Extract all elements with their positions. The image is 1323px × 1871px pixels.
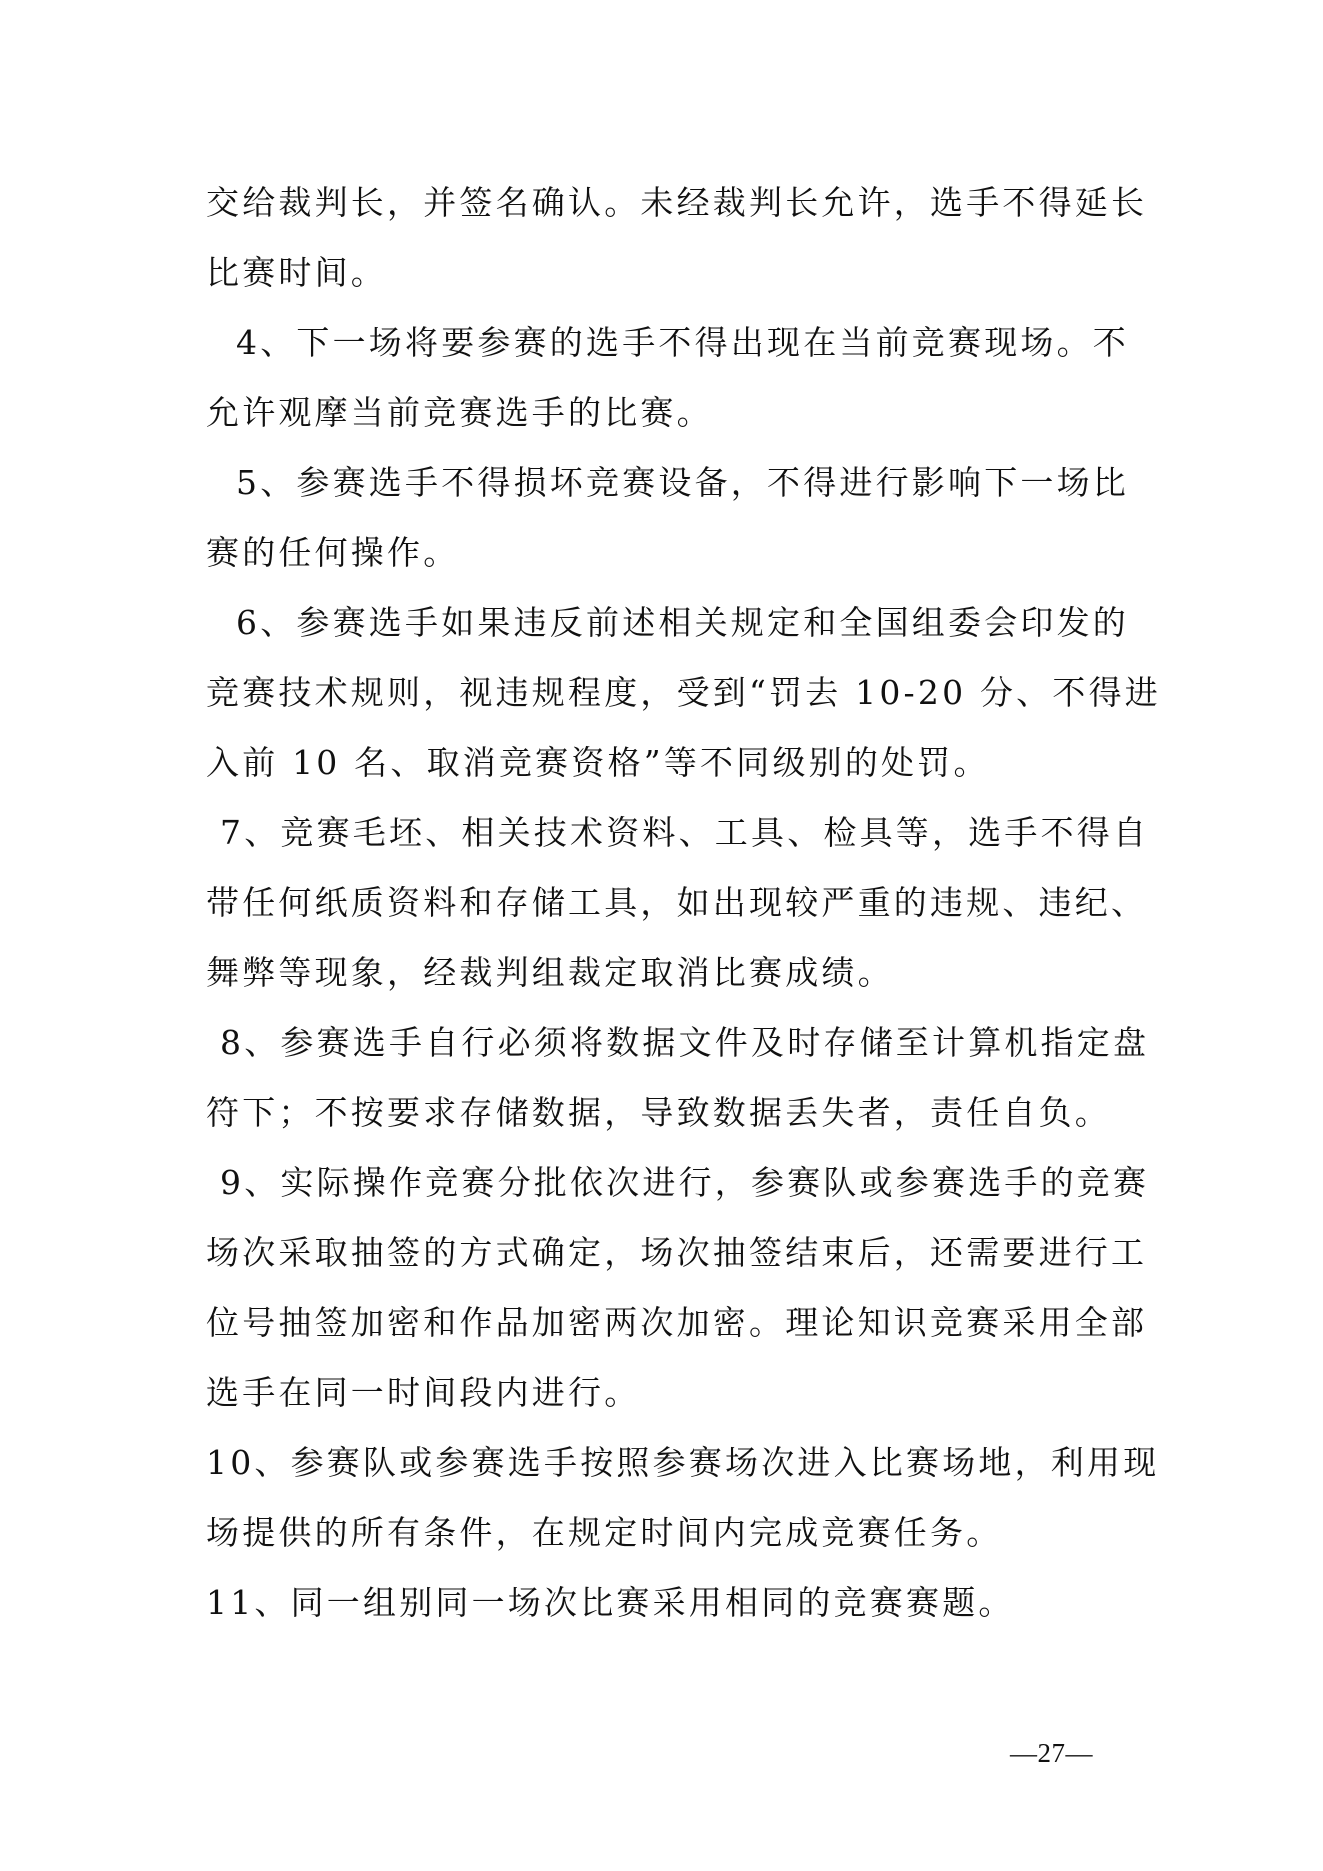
text-line: 4、下一场将要参赛的选手不得出现在当前竞赛现场。不 xyxy=(236,323,1129,362)
paragraph-item-7 xyxy=(206,798,1150,1008)
text-line: 允许观摩当前竞赛选手的比赛。 xyxy=(206,393,713,432)
paragraph-item-11 xyxy=(206,1568,1128,1638)
paragraph-item-4 xyxy=(206,308,1128,448)
text-line: 7、竞赛毛坯、相关技术资料、工具、检具等，选手不得自 xyxy=(220,813,1150,852)
text-line: 位号抽签加密和作品加密两次加密。理论知识竞赛采用全部 xyxy=(206,1303,1148,1342)
paragraph-item-10 xyxy=(206,1428,1160,1568)
text-line: 交给裁判长，并签名确认。未经裁判长允许，选手不得延长 xyxy=(206,183,1148,222)
text-line: 5、参赛选手不得损坏竞赛设备，不得进行影响下一场比 xyxy=(236,463,1129,502)
text-line: 带任何纸质资料和存储工具，如出现较严重的违规、违纪、 xyxy=(206,883,1148,922)
text-line: 竞赛技术规则，视违规程度，受到“罚去 10-20 分、不得进 xyxy=(206,673,1161,712)
text-line: 入前 10 名、取消竞赛资格”等不同级别的处罚。 xyxy=(206,743,990,782)
text-line: 6、参赛选手如果违反前述相关规定和全国组委会印发的 xyxy=(236,603,1129,642)
text-line: 9、实际操作竞赛分批依次进行，参赛队或参赛选手的竞赛 xyxy=(220,1163,1150,1202)
paragraph-item-9 xyxy=(206,1148,1150,1428)
paragraph-item-8 xyxy=(206,1008,1150,1148)
text-line: 11、同一组别同一场次比赛采用相同的竞赛赛题。 xyxy=(206,1583,1015,1622)
paragraph-item-6 xyxy=(206,588,1161,798)
paragraph-continuation xyxy=(206,168,1148,308)
text-line: 选手在同一时间段内进行。 xyxy=(206,1373,641,1412)
text-line: 场次采取抽签的方式确定，场次抽签结束后，还需要进行工 xyxy=(206,1233,1148,1272)
text-line: 场提供的所有条件，在规定时间内完成竞赛任务。 xyxy=(206,1513,1003,1552)
page-number: —27— xyxy=(1010,1738,1093,1768)
text-line: 8、参赛选手自行必须将数据文件及时存储至计算机指定盘 xyxy=(220,1023,1150,1062)
document-body xyxy=(206,168,1161,1638)
text-line: 符下；不按要求存储数据，导致数据丢失者，责任自负。 xyxy=(206,1093,1111,1132)
text-line: 比赛时间。 xyxy=(206,253,387,292)
text-line: 舞弊等现象，经裁判组裁定取消比赛成绩。 xyxy=(206,953,894,992)
text-line: 10、参赛队或参赛选手按照参赛场次进入比赛场地，利用现 xyxy=(206,1443,1160,1482)
text-line: 赛的任何操作。 xyxy=(206,533,460,572)
paragraph-item-5 xyxy=(206,448,1128,588)
